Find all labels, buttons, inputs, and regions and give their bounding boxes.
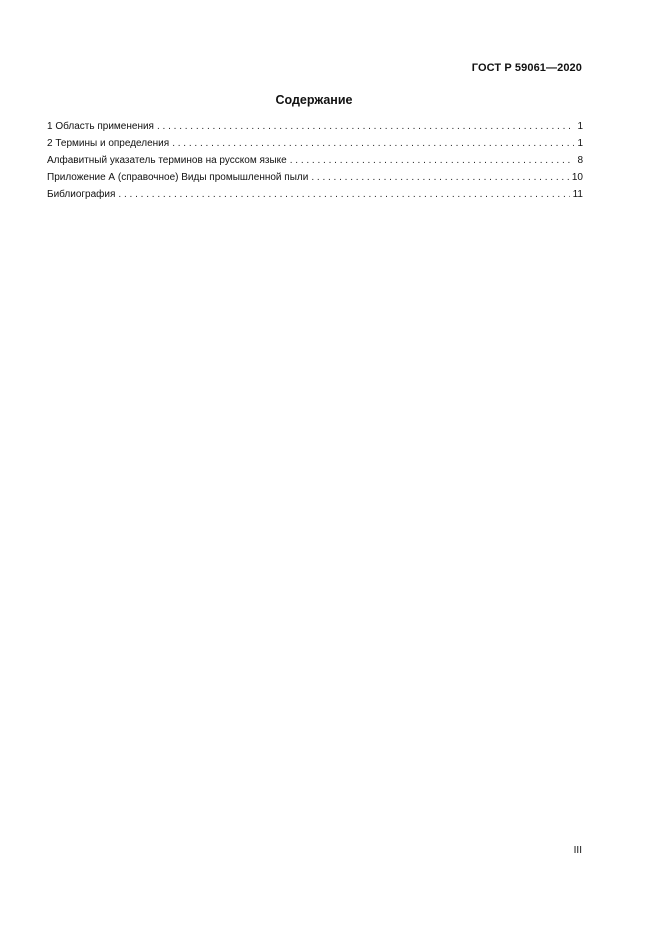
toc-entry-index[interactable] (47, 154, 583, 171)
toc-dot-leader (157, 120, 574, 133)
toc-entry-page: 1 (577, 121, 583, 132)
toc-entry-appendix-a[interactable] (47, 171, 583, 188)
toc-entry-scope[interactable] (47, 120, 583, 137)
document-code: ГОСТ Р 59061—2020 (471, 62, 582, 74)
toc-entry-page: 8 (577, 155, 583, 166)
toc-title: Содержание (275, 93, 353, 107)
toc-entry-label: Библиография (47, 189, 116, 200)
toc-entry-label: 1 Область применения (47, 121, 154, 132)
toc-entry-terms[interactable] (47, 137, 583, 154)
toc-dot-leader (311, 171, 569, 184)
toc-dot-leader (290, 154, 575, 167)
toc-entry-page: 1 (577, 138, 583, 149)
toc-entry-label: 2 Термины и определения (47, 138, 170, 149)
table-of-contents (47, 120, 583, 205)
toc-entry-page: 10 (571, 172, 583, 183)
toc-entry-bibliography[interactable] (47, 188, 583, 205)
toc-entry-page: 11 (572, 189, 583, 200)
toc-entry-label: Приложение А (справочное) Виды промышленной пыли (47, 172, 309, 183)
toc-entry-label: Алфавитный указатель терминов на русском языке (47, 155, 287, 166)
toc-dot-leader (172, 137, 574, 150)
toc-dot-leader (118, 188, 569, 201)
page-number: III (573, 845, 582, 856)
